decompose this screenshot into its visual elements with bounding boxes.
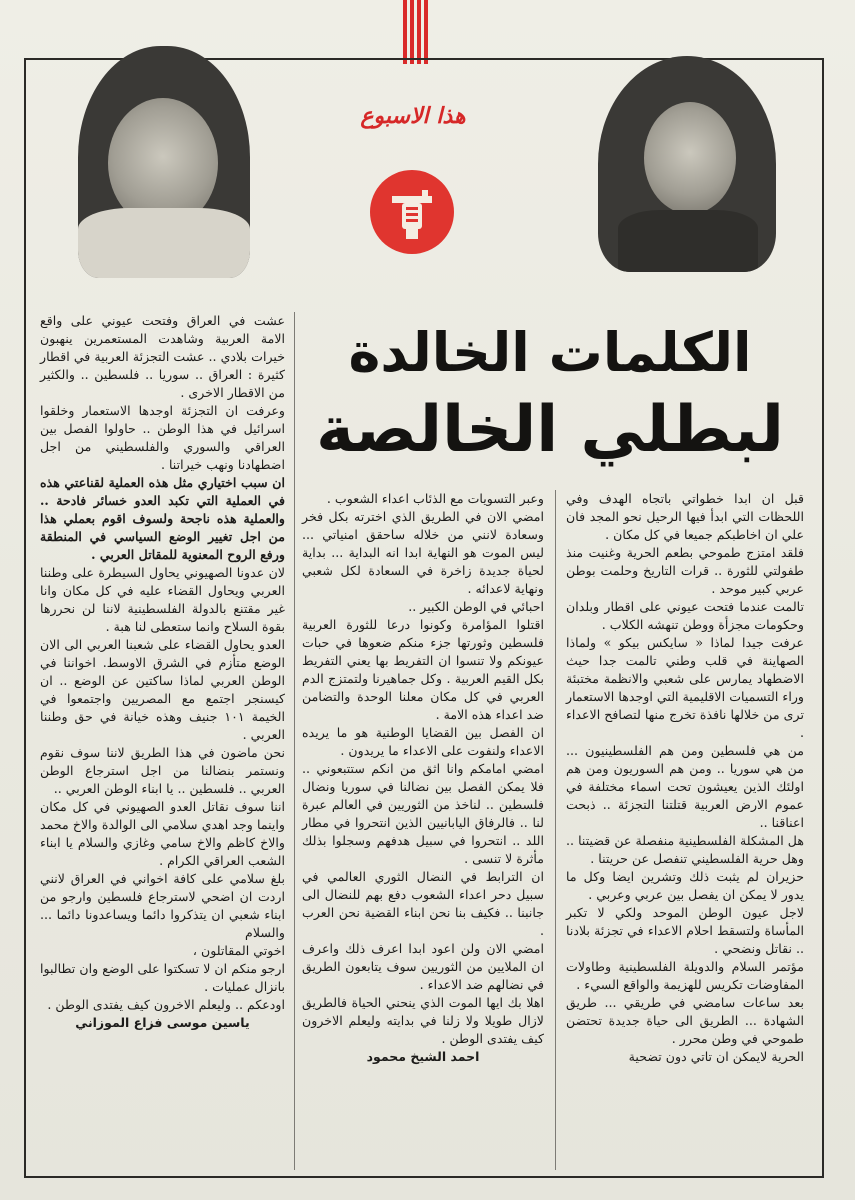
paragraph: من هي فلسطين ومن هم الفلسطينيون ... من هي سوريا .. ومن هم السوريون ومن هم اولئك الذين يعيشون تحت اسماء مختلفة في عموم الارض العربية قتلتنا التجزئة .. ذبحت اعناقنا .. (566, 743, 804, 830)
paragraph: العدو يحاول القضاء على شعبنا العربي الى الان الوضع متأزم في الشرق الاوسط. اخواننا في الوطن العربي لماذا ساكتين عن الوضع .. ان كيسنجر اجتمع مع المصريين واجتمعوا في الخيمة ١٠١ جنيف وهذه خيانة في حق وطننا العربي . (40, 637, 285, 742)
paragraph: تالمت عندما فتحت عيوني على اقطار وبلدان وحكومات مجزأة ووطن تنهشه الكلاب . (566, 599, 804, 632)
fist-rifle-emblem-icon (370, 170, 454, 254)
paragraph: اودعكم .. وليعلم الاخرون كيف يفتدى الوطن . (47, 997, 285, 1012)
portrait-photo-left (78, 46, 250, 278)
paragraph: احبائي في الوطن الكبير .. (408, 599, 544, 614)
paragraph: عشت في العراق وفتحت عيوني على واقع الامة العربية وشاهدت المستعمرين ينهبون خيرات بلادي .. عشت التجزئة العربية في اقطار كثيرة : العراق .. سوريا .. فلسطين .. والكثير من الاقطار الاخرى . (40, 313, 285, 400)
paragraph: هل المشكلة الفلسطينية منفصلة عن قضيتنا .. وهل حرية الفلسطيني تنفصل عن حريتنا . (566, 833, 804, 866)
paragraph: اهلا بك ايها الموت الذي ينحني الحياة فالطريق لازال طويلا ولا زلنا في بدايته وليعلم الاخرون كيف يفتدى الوطن . (302, 995, 544, 1046)
paragraph: وعبر التسويات مع الذئاب اعداء الشعوب . (326, 491, 544, 506)
paragraph: حزيران لم يثبت ذلك وتشرين ايضا وكل ما يدور لا يمكن ان يفصل بين عربي وعربي . (566, 869, 804, 902)
author-signature: ياسين موسى فزاع الموزاني (75, 1015, 250, 1030)
middle-column-text (302, 490, 544, 1066)
portrait-photo-right (598, 56, 776, 272)
paragraph: اخوتي المقاتلون ، (192, 943, 285, 958)
paragraph: نحن ماضون في هذا الطريق لاننا سوف نقوم ونستمر بنضالنا من اجل استرجاع الوطن العربي .. فلسطين .. يا ابناء الوطن العربي .. (40, 745, 285, 796)
paragraph: وعرفت ان التجزئة اوجدها الاستعمار وخلقوا اسرائيل في هذا الوطن .. حاولوا الفصل بين العراقي والسوري والفلسطيني من اجل اضطهادنا ونهب خيراتنا . (40, 403, 285, 472)
paragraph: ان الفصل بين القضايا الوطنية هو ما يريده الاعداء ولنفوت على الاعداء ما يريدون . (302, 725, 544, 758)
section-rubric (323, 94, 503, 138)
paragraph: عرفت جيدا لماذا « سايكس بيكو » ولماذا الصهاينة في قلب وطني تالمت جدا حيث الاضطهاد يمارس على شعبي والانظمة مختبئة وراء التسميات الاقليمية التي اوجدها الاستعمار ترى من خلالها نافذة تخرج منها لتصافح الاعداء . (566, 635, 804, 740)
paragraph: ارجو منكم ان لا تسكتوا على الوضع وان تطالبوا بانزال عمليات . (40, 961, 285, 994)
column-divider (555, 490, 556, 1170)
paragraph: اننا سوف نقاتل العدو الصهيوني في كل مكان واينما وجد اهدي سلامي الى الوالدة والاخ محمد والاخ كاظم والاخ سامي وغازي والسلام يا ابناء الشعب العراقي الكرام . (40, 799, 285, 868)
paragraph: امضي امامكم وانا اثق من انكم ستتبعوني .. فلا يمكن الفصل بين نضالنا في سوريا ونضال فلسطين .. لناخذ من الثوريين في العالم عبرة لنا .. فالرفاق اليابانيين الذين انتحروا في مطار اللد .. انتحروا في سبيل هدفهم وسجلوا بذلك مأثرة لا تنسى . (302, 761, 544, 866)
left-column-text (40, 312, 285, 1032)
paragraph: اقتلوا المؤامرة وكونوا درعا للثورة العربية فلسطين وثورتها جزء منكم ضعوها في حبات عيونكم ولا تنسوا ان التفريط بها يعني التفريط بكل القيم العربية . وكل جماهيرنا ولتمتزج الدم العربي في كل مكان معلنا الوحدة والتضامن ضد اعداء هذه الامة . (302, 617, 544, 722)
article-title (300, 318, 800, 478)
paragraph: الحرية لايمكن ان تاتي دون تضحية (628, 1049, 804, 1064)
paragraph: بلغ سلامي على كافة اخواني في العراق لانني اردت ان اضحي لاسترجاع فلسطين وارجو من ابناء شعبي ان يتذكروا دائما ويساعدونا دائما ... والسلام (40, 871, 285, 940)
paragraph: بعد ساعات سامضي في طريقي ... طريق الشهادة ... الطريق الى حياة جديدة تحتضن طموحي في وطن محرر . (566, 995, 804, 1046)
paragraph: لاجل عيون الوطن الموحد ولكي لا تكبر المأساة ولتسقط احلام الاعداء في تجزئة بلادنا .. نقاتل ونضحي . (566, 905, 804, 956)
right-column-text (566, 490, 804, 1066)
title-line-1: الكلمات الخالدة (348, 321, 752, 384)
title-line-2: لبطلي الخالصة (316, 393, 784, 467)
paragraph: فلقد امتزج طموحي بطعم الحرية وغنيت منذ طفولتي للثورة .. قرات التاريخ وحلمت بوطن عربي كبير موحد . (566, 545, 804, 596)
column-divider (294, 312, 295, 1170)
paragraph: ان الترابط في النضال الثوري العالمي في سبيل دحر اعداء الشعوب دفع بهم للنضال الى جانبنا .. فكيف بنا نحن ابناء القضية نحن العرب . (302, 869, 544, 938)
paragraph: مؤتمر السلام والدويلة الفلسطينية وطاولات المفاوضات تكريس للهزيمة والواقع السيء . (566, 959, 804, 992)
paragraph: ان سبب اختياري مثل هذه العملية لقناعتي هذه في العملية التي تكبد العدو خسائر فادحة .. والعملية هذه ناجحة ولسوف اقوم بعملي هذا من اجل تغيير الوضع السياسي في المنطقة ورفع الروح المعنوية للمقاتل العربي . (40, 475, 285, 562)
paragraph: امضي الان في الطريق الذي اخترته بكل فخر وسعادة لانني من خلاله ساحقق امنياتي ... ليس الموت هو النهاية ابدا انه البداية ... بداية لحياة جديدة زاخرة في السعادة لكل شعبي ونهاية لاعدائه . (302, 509, 544, 596)
author-signature: احمد الشيخ محمود (366, 1049, 480, 1064)
paragraph: قبل ان ابدا خطواتي باتجاه الهدف وفي اللحظات التي ابدأ فيها الرحيل نحو المجد فان علي ان اخاطبكم جميعا في كل مكان . (566, 491, 804, 542)
rubric-label: هذا الاسبوع (360, 103, 466, 129)
paragraph: امضي الان ولن اعود ابدا اعرف ذلك واعرف ان الملايين من الثوريين سوف يتابعون الطريق في نضالهم ضد الاعداء . (302, 941, 544, 992)
paragraph: لان عدونا الصهيوني يحاول السيطرة على وطننا العربي ويحاول القضاء عليه في كل مكان وانا غير مقتنع بالدولة الفلسطينية لاننا لن نحررها بقوة السلاح وانما ستعطى لنا هبة . (40, 565, 285, 634)
decorative-red-bars (401, 0, 429, 64)
